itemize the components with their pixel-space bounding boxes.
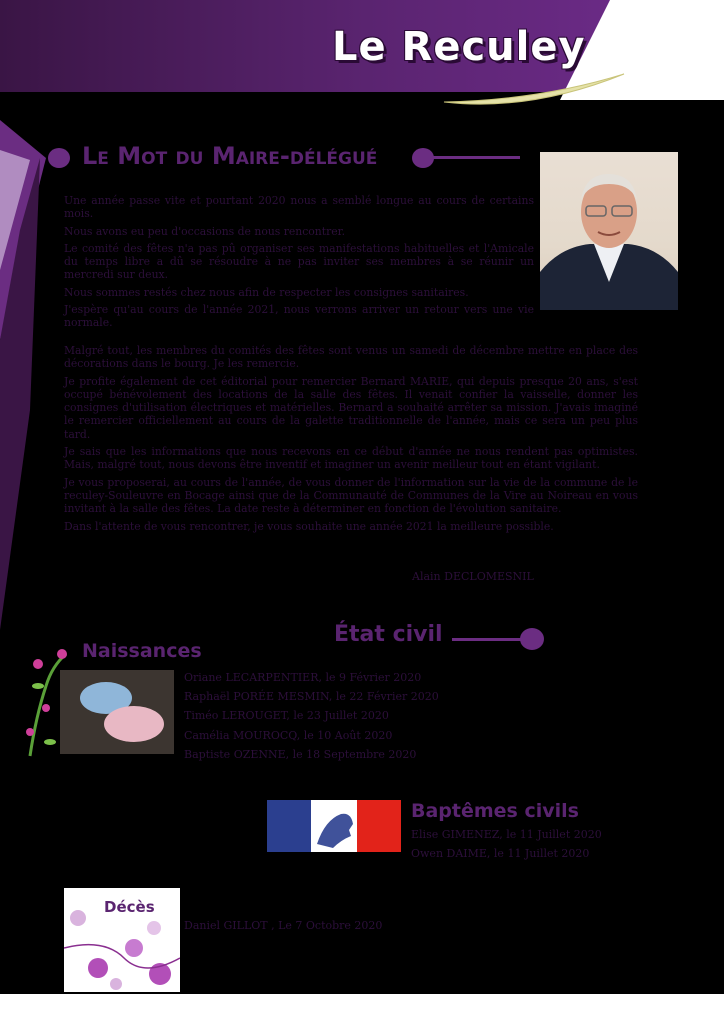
mayor-photo	[540, 152, 678, 310]
deces-image	[64, 888, 180, 992]
baby-booties-image	[16, 646, 176, 764]
etat-civil-title: État civil	[334, 622, 443, 647]
paragraph: J'espère qu'au cours de l'année 2021, nous verrons arriver un retour vers une vie normale.	[64, 303, 534, 330]
paragraph: Une année passe vite et pourtant 2020 nous a semblé longue au cours de certains mois.	[64, 194, 534, 221]
etat-civil-dot-line	[452, 626, 548, 654]
list-item: Oriane LECARPENTIER, le 9 Février 2020	[184, 671, 422, 684]
baptemes-list	[411, 825, 602, 863]
paragraph: Le comité des fêtes n'a pas pû organiser ses manifestations habituelles et l'Amicale du temps libre a dû se résoudre à ne pas inviter ses membres à se réunir un mercredi sur deux.	[64, 241, 534, 282]
paragraph: Dans l'attente de vous rencontrer, je vous souhaite une année 2021 la meilleure possible.	[64, 519, 554, 533]
mot-du-maire-title: Le Mot du Maire-délégué	[82, 142, 378, 170]
title-swoosh	[440, 66, 630, 112]
marianne-profile-icon	[311, 800, 357, 852]
list-item: Baptiste OZENNE, le 18 Septembre 2020	[184, 747, 417, 761]
paragraph: Je vous proposerai, au cours de l'année, de vous donner de l'information sur la vie de la commune de le reculey-Souleuvre en Bocage ainsi que de la Communauté de Communes de la Vire au Noireau en vous invitant à la salle des fêtes. La date reste à déterminer en fonction de l'évolution sanitaire.	[64, 475, 638, 516]
left-arrow-decoration	[0, 110, 52, 630]
person-portrait-icon	[540, 152, 678, 310]
baptemes-title: Baptêmes civils	[411, 800, 579, 822]
title-dot-left	[44, 146, 74, 170]
list-item: Owen DAIME, le 11 Juillet 2020	[411, 847, 590, 861]
list-item: Timéo LEROUGET, le 23 Juillet 2020	[184, 709, 389, 723]
naissances-title: Naissances	[82, 640, 202, 662]
naissances-list	[184, 668, 439, 764]
marianne-logo	[267, 800, 401, 852]
paragraph: Je profite également de cet éditorial pour remercier Bernard MARIE, qui depuis presque 20 ans, s'est occupé bénévolement des locations de la salle des fêtes. Il venait confier la vaisselle, donner les consignes d'utilisation électriques et matérielles. Bernard a souhaité arrêter sa mission. J'avais imaginé le remercier officiellement au cours de la galette traditionnelle de l'année, mais ce sera un peu plus tard.	[64, 374, 638, 441]
paragraph: Malgré tout, les membres du comités des fêtes sont venus un samedi de décembre mettre en place des décorations dans le bourg. Je les remercie.	[64, 344, 638, 371]
paragraph: Nous avons eu peu d'occasions de nous rencontrer.	[64, 224, 346, 238]
list-item: Daniel GILLOT , Le 7 Octobre 2020	[184, 919, 383, 932]
list-item: Raphaël PORÉE MESMIN, le 22 Février 2020	[184, 690, 439, 704]
deces-title: Décès	[104, 898, 155, 916]
paragraph: Nous sommes restés chez nous afin de respecter les consignes sanitaires.	[64, 285, 469, 299]
signature: Alain DECLOMESNIL	[412, 570, 534, 583]
paragraph: Je sais que les informations que nous recevons en ce début d'année ne nous rendent pas optimistes. Mais, malgré tout, nous devons être inventif et imaginer un avenir meilleur tout en étant vigilant.	[64, 445, 638, 472]
deces-list	[184, 916, 382, 935]
list-item: Elise GIMENEZ, le 11 Juillet 2020	[411, 828, 602, 841]
mot-text-full	[64, 344, 638, 537]
mot-text-top	[64, 194, 534, 334]
title-dot-right	[410, 146, 522, 170]
page-title: Le Reculey	[332, 24, 586, 70]
page-footer	[0, 994, 724, 1024]
list-item: Camélia MOUROCQ, le 10 Août 2020	[184, 728, 393, 742]
